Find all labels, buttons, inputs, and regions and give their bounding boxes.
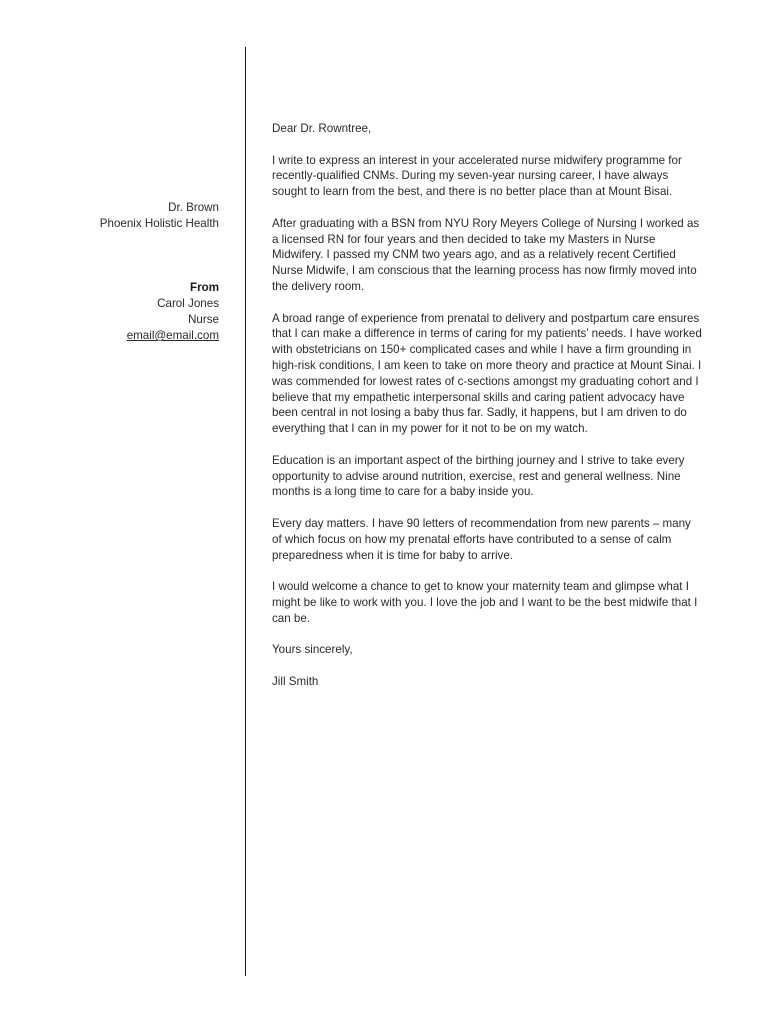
letter-body	[272, 121, 702, 705]
sender-title: Nurse	[188, 313, 219, 326]
sender-name: Carol Jones	[157, 297, 219, 310]
sidebar-contact-info	[19, 200, 219, 344]
vertical-divider	[245, 47, 246, 976]
paragraph-experience: A broad range of experience from prenatal to delivery and postpartum care ensures that I can make a difference in terms of caring for my patients’ needs. I have worked with obstetricians on 150+ complicated cases and while I have a firm grounding in high-risk conditions, I am keen to take on more theory and practice at Mount Sinai. I was commended for lowest rates of c-sections amongst my graduating cohort and I believe that my empathetic interpersonal skills and caring patient advocacy have been central in not losing a baby thus far. Sadly, it happens, but I am driven to do everything that I can in my power for it not to be on my watch.	[272, 311, 702, 436]
paragraph-conclusion: I would welcome a chance to get to know your maternity team and glimpse what I might be like to work with you. I love the job and I want to be the best midwife that I can be.	[272, 580, 698, 625]
paragraph-patient-education: Education is an important aspect of the birthing journey and I strive to take every opportunity to advise around nutrition, exercise, rest and general wellness. Nine months is a long time to care for a baby inside you.	[272, 453, 685, 499]
salutation: Dear Dr. Rowntree,	[272, 122, 372, 135]
from-heading: From	[190, 281, 219, 294]
recipient-organization: Phoenix Holistic Health	[99, 217, 219, 230]
recipient-name: Dr. Brown	[168, 201, 219, 214]
paragraph-education-background: After graduating with a BSN from NYU Rory Meyers College of Nursing I worked as a licensed RN for four years and then decided to take my Masters in Nurse Midwifery. I passed my CNM two years ago, and as a relatively recent Certified Nurse Midwife, I am conscious that the learning process has now firmly moved into the delivery room.	[272, 216, 700, 293]
paragraph-intro: I write to express an interest in your accelerated nurse midwifery programme for recently-qualified CNMs. During my seven-year nursing career, I have always sought to learn from the best, and there is no better place than at Mount Bisai.	[272, 153, 682, 199]
paragraph-recommendations: Every day matters. I have 90 letters of recommendation from new parents – many of which focus on how my prenatal efforts have contributed to a sense of calm preparedness when it is time for baby to arrive.	[272, 516, 691, 562]
sender-block	[19, 280, 219, 344]
closing: Yours sincerely,	[272, 643, 353, 657]
sender-email-link[interactable]: email@email.com	[126, 329, 219, 342]
recipient-block	[19, 200, 219, 232]
signature: Jill Smith	[272, 674, 319, 688]
